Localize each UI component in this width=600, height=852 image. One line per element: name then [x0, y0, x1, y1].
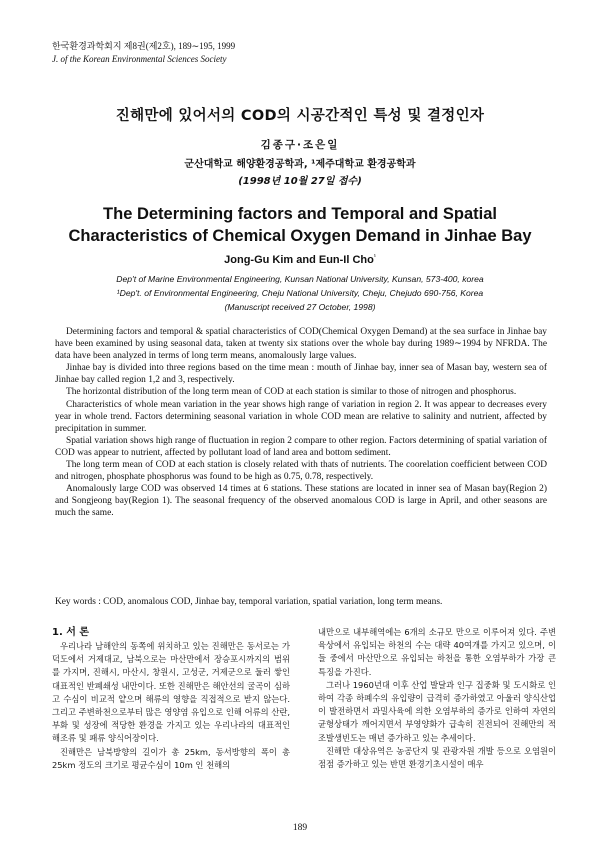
english-authors: [0, 254, 600, 266]
english-title-line2: Characteristics of Chemical Oxygen Demand in Jinhae Bay: [68, 227, 532, 245]
body-paragraph: 우리나라 남해안의 동쪽에 위치하고 있는 진해만은 동서로는 가덕도에서 거제대교, 남북으로는 마산만에서 장승포시까지의 범위를 가지며, 진해시, 마산시, 창원시, 고성군, 거제군으로 둘러 쌓인 대표적인 반폐쇄성 내만이다. 또한 진해만은 해안선의 굴곡이 심하고 수심이 비교적 얕으며 해류의 영향을 직접적으로 받지 않는다. 그리고 주변하천으로부터 많은 영양염 유입으로 인해 어류의 산란, 부화 및 성장에 적당한 환경을 가지고 있는 우리나라의 대표적인 해조류 및 패류 양식어장이다.: [52, 641, 290, 744]
body-paragraph: 그러나 1960년대 이후 산업 발달과 인구 집중화 및 도시화로 인하여 각종 하폐수의 유입량이 급격히 증가하였고 아울러 양식산업이 발전하면서 과밀사육에 의한 오염부하의 증가로 인하여 자연의 균형상태가 깨어지면서 부영양화가 급속히 진전되어 진해만의 적조발생빈도는 매년 증가하고 있는 추세이다.: [318, 679, 556, 743]
abstract: [55, 326, 547, 520]
body-paragraph: 진해만은 남북방향의 길이가 총 25km, 동서방향의 폭이 총 25km 정도의 크기로 평균수심이 10m 인 천해의: [52, 746, 290, 770]
english-authors-names: Jong-Gu Kim and Eun-Il Cho: [224, 254, 374, 266]
korean-affiliation: 군산대학교 해양환경공학과, ¹제주대학교 환경공학과: [184, 159, 416, 170]
abstract-paragraph: The long term mean of COD at each station is closely related with thats of nutrients. The coorelation coefficient between COD and nitrogen, phosphate phosphorus was found to be high as 0.75, 0.78, respectively.: [55, 460, 547, 483]
section-heading-introduction: 1. 서 론: [52, 627, 90, 638]
abstract-paragraph: Jinhae bay is divided into three regions based on the time mean : mouth of Jinhae bay, inner sea of Masan bay, western sea of Jinhae bay called region 1,2 and 3, respectively.: [55, 363, 547, 386]
body-column-left: [52, 626, 290, 772]
abstract-paragraph: Determining factors and temporal & spatial characteristics of COD(Chemical Oxygen Demand) at the sea surface in Jinhae bay have been examined by using seasonal data, taken at twenty six stations over the whole bay during 1989∼1994 by NFRDA. The data have been analyzed in terms of long term means, anomalously large values.: [55, 327, 547, 362]
english-title-line1: The Determining factors and Temporal and Spatial: [103, 205, 497, 223]
english-received-date: (Manuscript received 27 October, 1998): [224, 302, 376, 312]
journal-citation-korean: 한국환경과학회지 제8권(제2호), 189∼195, 1999: [52, 41, 236, 51]
korean-authors: 김종구·조은일: [260, 139, 340, 151]
body-paragraph: 진해만 대상유역은 농공단지 및 관광자원 개발 등으로 오염원이 점점 증가하고 있는 반면 환경기초시설이 매우: [318, 745, 556, 770]
korean-received-date: (1998년 10월 27일 접수): [238, 176, 362, 187]
body-paragraph: 내만으로 내부해역에는 6개의 소규모 만으로 이루어져 있다. 주변 육상에서 유입되는 하천의 수는 대략 40여개를 가지고 있으며, 이들 중에서 마산만으로 유입되는 하천을 통한 오염부하가 가장 큰 특징을 가진다.: [318, 627, 556, 677]
english-affiliation: [0, 272, 600, 314]
affiliation-line2: ¹Dep't. of Environmental Engineering, Cheju National University, Cheju, Chejudo 690-756, Korea: [116, 288, 484, 298]
korean-title: 진해만에 있어서의 COD의 시공간적인 특성 및 결정인자: [115, 108, 485, 124]
author-superscript: ¹: [373, 254, 376, 261]
journal-header: [52, 40, 235, 66]
journal-name-english: J. of the Korean Environmental Sciences Society: [52, 54, 227, 64]
affiliation-line1: Dep't of Marine Environmental Engineering, Kunsan National University, Kunsan, 573-400, korea: [116, 274, 484, 284]
abstract-paragraph: The horizontal distribution of the long term mean of COD at each station is similar to those of nitrogen and phosphorus.: [66, 387, 517, 398]
page-number: 189: [292, 823, 308, 833]
abstract-paragraph: Spatial variation shows high range of fluctuation in region 2 compare to other region. Factors determining of spatial variation of COD was appear to nutrient, affected by pollutant load of land area and bottom sediment.: [55, 435, 547, 458]
english-title: [0, 203, 600, 247]
abstract-paragraph: Anomalously large COD was observed 14 times at 6 stations. These stations are located in inner sea of Masan bay(Region 2) and Songjeong bay(Region 1). The seasonal frequency of the observed anomalous COD is large in April, and other seasons are much the same.: [55, 484, 547, 519]
body-column-right: [318, 626, 556, 771]
abstract-paragraph: Characteristics of whole mean variation in the year shows high range of variation in region 2. It was appear to decreases every year in whole trend. Factors determining seasonal variation in whole COD mean are relative to salinity and nutrient, affected by precipitation in summer.: [55, 399, 547, 434]
keywords: Key words : COD, anomalous COD, Jinhae bay, temporal variation, spatial variation, long term means.: [55, 597, 443, 607]
